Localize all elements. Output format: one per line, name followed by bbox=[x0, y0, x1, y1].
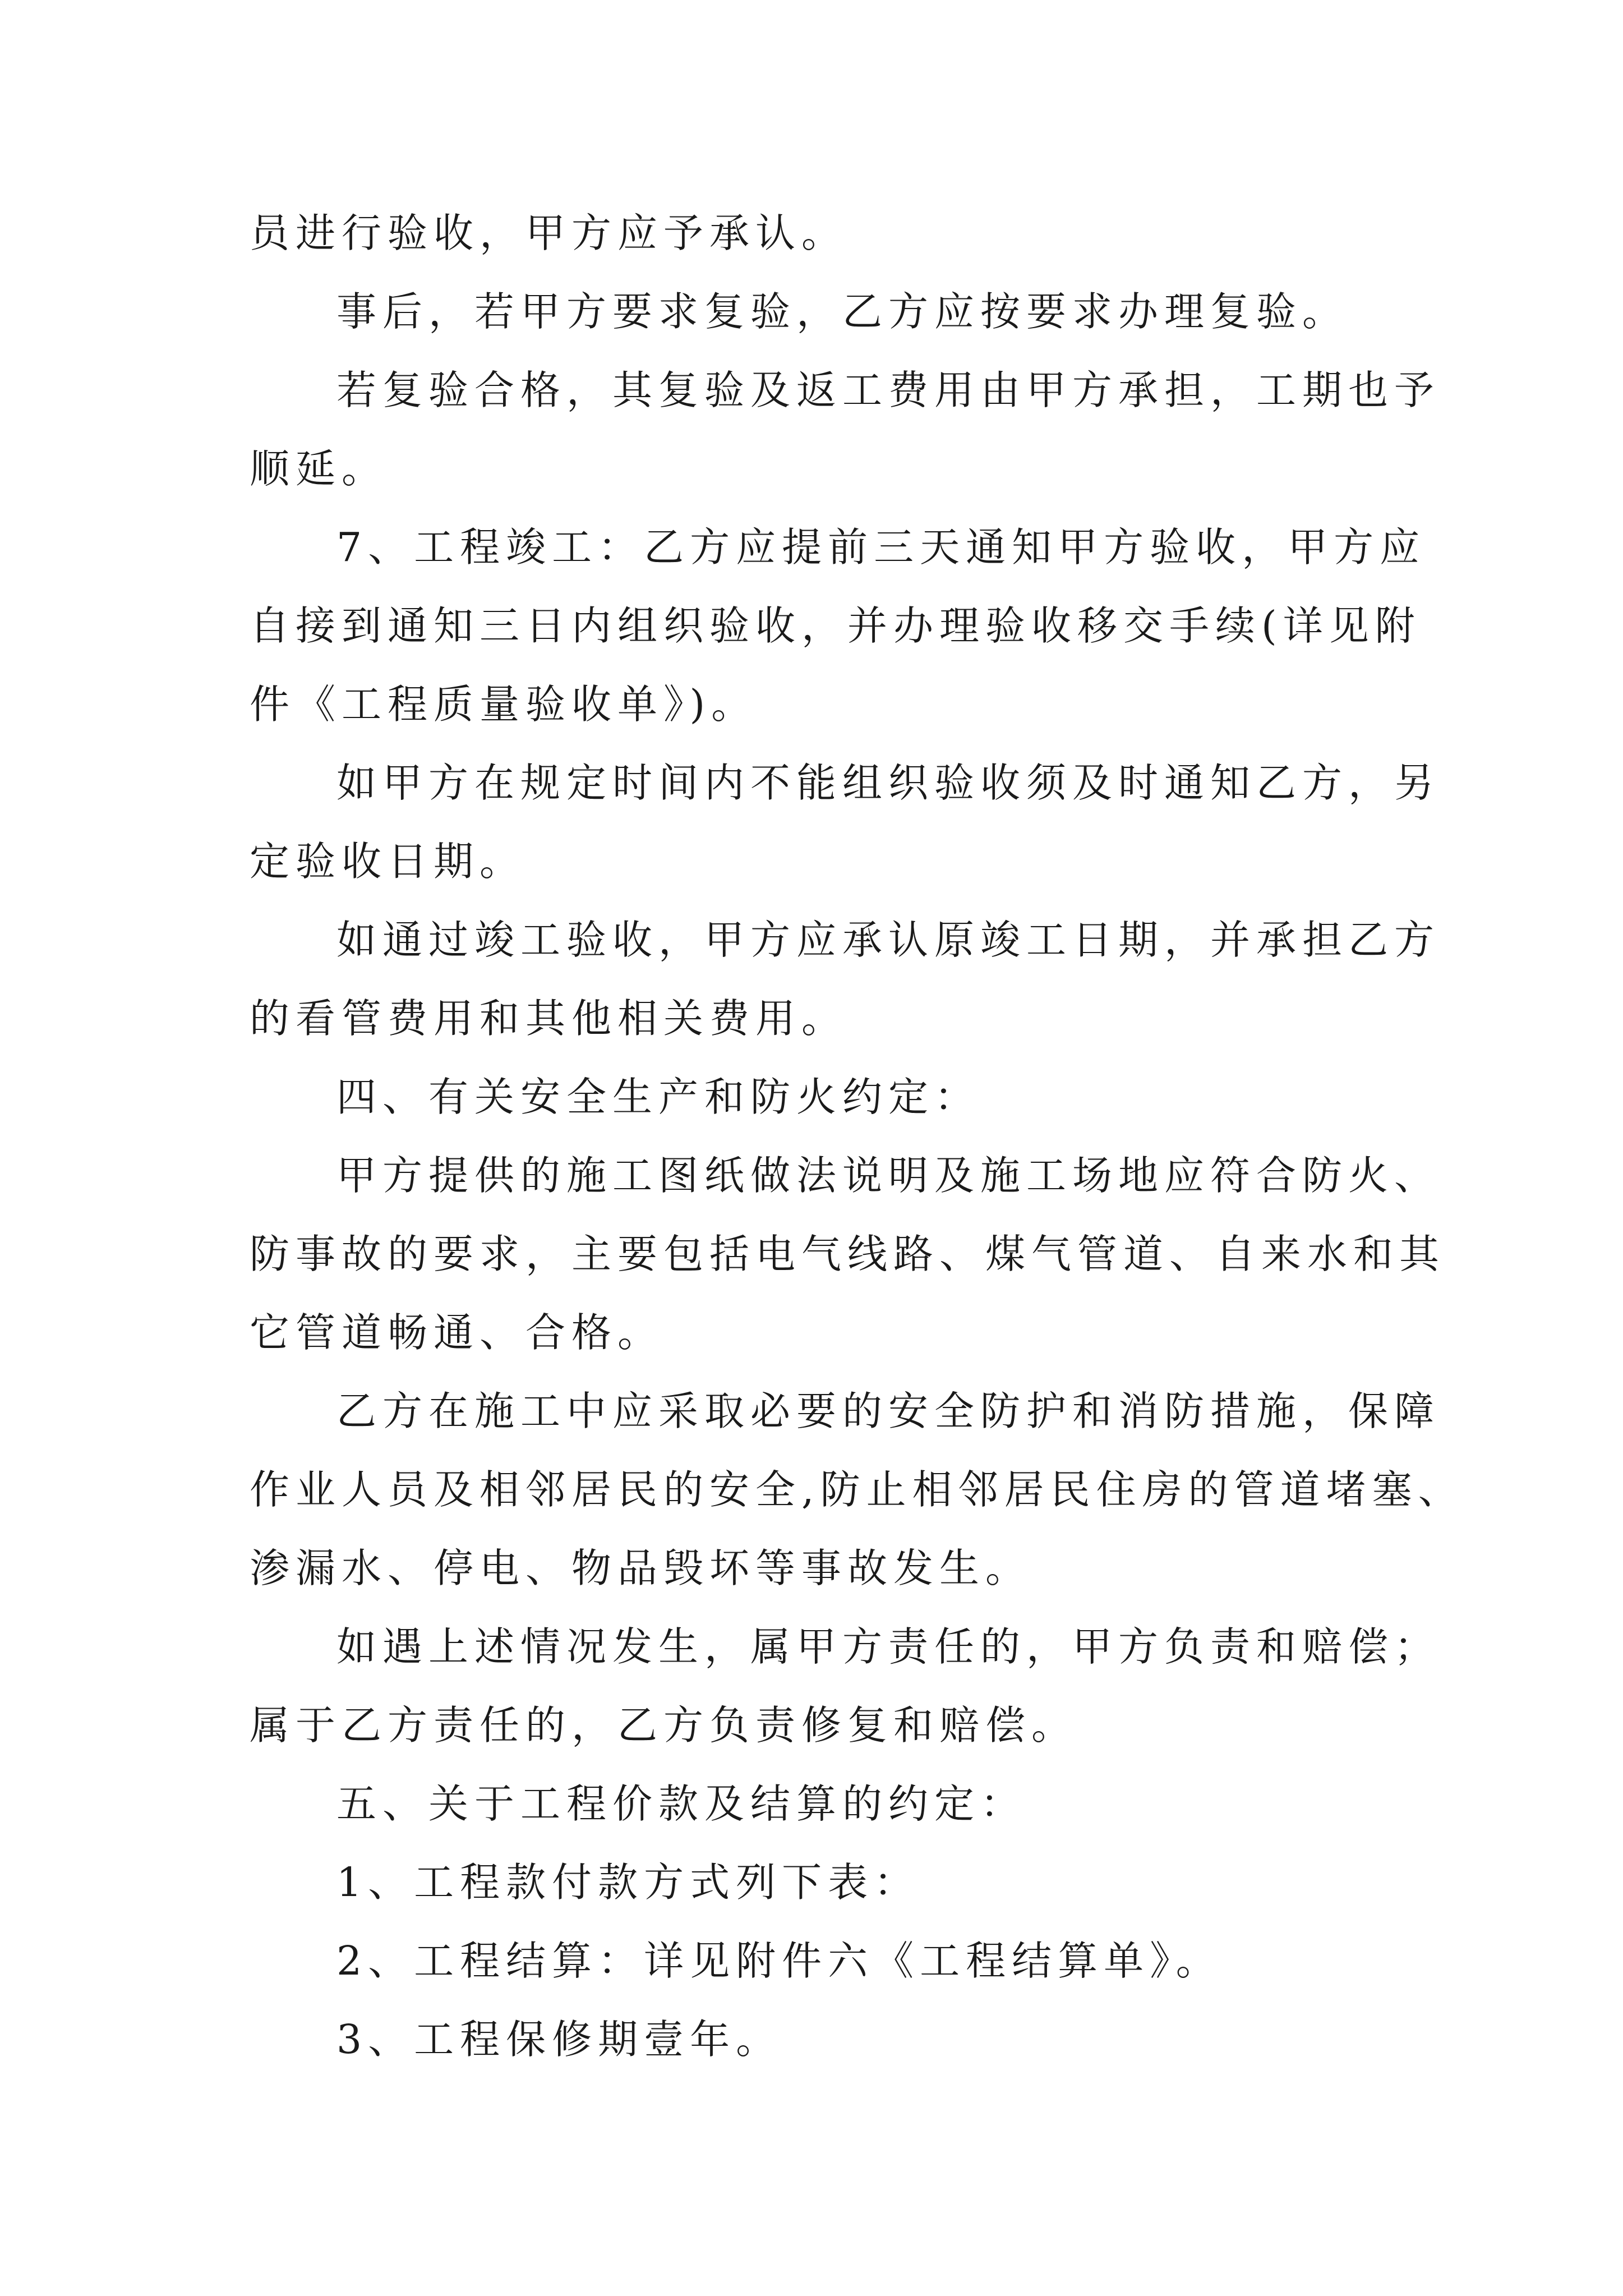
text-line: 定验收日期。 bbox=[250, 838, 526, 885]
section-heading: 四、有关安全生产和防火约定： bbox=[336, 1074, 981, 1120]
text-line: 防事故的要求，主要包括电气线路、煤气管道、自来水和其 bbox=[250, 1231, 1446, 1277]
text-line: 事后，若甲方要求复验，乙方应按要求办理复验。 bbox=[336, 288, 1349, 335]
section-heading: 五、关于工程价款及结算的约定： bbox=[336, 1780, 1027, 1827]
text-line: 如甲方在规定时间内不能组织验收须及时通知乙方，另 bbox=[336, 760, 1441, 806]
text-line: 作业人员及相邻居民的安全,防止相邻居民住房的管道堵塞、 bbox=[250, 1466, 1464, 1513]
text-line: 若复验合格，其复验及返工费用由甲方承担，工期也予 bbox=[336, 367, 1441, 413]
text-line: 的看管费用和其他相关费用。 bbox=[250, 995, 848, 1042]
text-line: 顺延。 bbox=[250, 445, 388, 492]
text-line: 渗漏水、停电、物品毁坏等事故发生。 bbox=[250, 1545, 1032, 1591]
text-line: 它管道畅通、合格。 bbox=[250, 1309, 664, 1356]
text-line: 自接到通知三日内组织验收，并办理验收移交手续(详见附 bbox=[250, 602, 1421, 649]
text-line: 乙方在施工中应采取必要的安全防护和消防措施，保障 bbox=[336, 1388, 1441, 1434]
text-line: 2、工程结算：详见附件六《工程结算单》。 bbox=[336, 1938, 1222, 1984]
text-line: 员进行验收，甲方应予承认。 bbox=[250, 210, 848, 256]
text-line: 如通过竣工验收，甲方应承认原竣工日期，并承担乙方 bbox=[336, 917, 1441, 963]
text-line: 7、工程竣工：乙方应提前三天通知甲方验收，甲方应 bbox=[336, 524, 1426, 570]
text-line: 如遇上述情况发生，属甲方责任的，甲方负责和赔偿； bbox=[336, 1623, 1441, 1670]
text-line: 属于乙方责任的，乙方负责修复和赔偿。 bbox=[250, 1702, 1078, 1749]
text-line: 件《工程质量验收单》)。 bbox=[250, 681, 758, 728]
text-line: 甲方提供的施工图纸做法说明及施工场地应符合防火、 bbox=[336, 1152, 1441, 1199]
text-line: 1、工程款付款方式列下表： bbox=[336, 1859, 920, 1906]
text-line: 3、工程保修期壹年。 bbox=[336, 2016, 782, 2063]
